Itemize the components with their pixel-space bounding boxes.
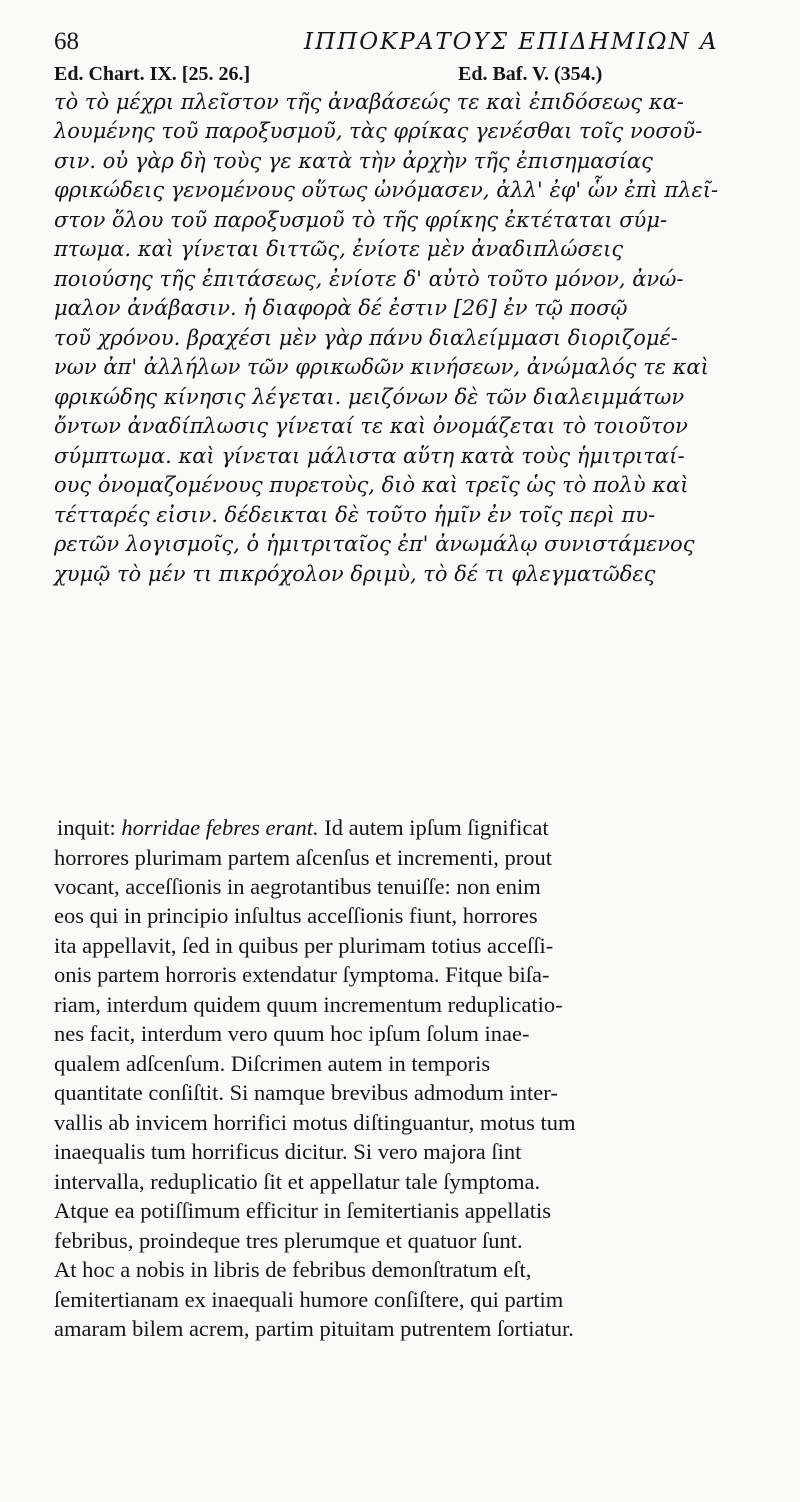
latin-line: quantitate conſiſtit. Si namque brevibus admodum inter- [54, 1080, 558, 1105]
greek-line: νων ἀπ' ἀλλήλων τῶν φρικωδῶν κινήσεων, ἀνώμαλός τε καὶ [54, 355, 709, 379]
greek-line: μαλον ἀνάβασιν. ἡ διαφορὰ δέ ἐστιν [26] ἐν τῷ ποσῷ [54, 296, 628, 320]
latin-line: horrores plurimam partem aſcenſus et incrementi, prout [54, 845, 552, 870]
lemma-italic: horridae febres erant. [121, 815, 319, 840]
greek-line: ους ὀνομαζομένους πυρετοὺς, διὸ καὶ τρεῖς ὡς τὸ πολὺ καὶ [54, 473, 689, 497]
latin-text-block [54, 813, 760, 1483]
running-head: ΙΠΠΟΚΡΑΤΟΥΣ ΕΠΙΔΗΜΙΩΝ Α [304, 29, 719, 55]
greek-line: ὄντων ἀναδίπλωσις γίνεταί τε καὶ ὀνομάζεται τὸ τοιοῦτον [54, 414, 688, 438]
greek-line: στον ὅλου τοῦ παροξυσμοῦ τὸ τῆς φρίκης ἐκτέταται σύμ- [54, 208, 668, 232]
latin-line: ita appellavit, ſed in quibus per plurimam totius acceſſi- [54, 933, 554, 958]
latin-line: inaequalis tum horrificus dicitur. Si vero majora ſint [54, 1139, 522, 1164]
greek-text-block [54, 87, 760, 797]
greek-line: τοῦ χρόνου. βραχέσι μὲν γὰρ πάνυ διαλείμμασι διοριζομέ- [54, 326, 678, 350]
greek-line: φρικώδης κίνησις λέγεται. μειζόνων δὲ τῶν διαλειμμάτων [54, 385, 685, 409]
latin-line: riam, interdum quidem quum incrementum reduplicatio- [54, 992, 563, 1017]
latin-line: febribus, proindeque tres plerumque et quatuor ſunt. [54, 1228, 523, 1253]
greek-line: σιν. οὐ γὰρ δὴ τοὺς γε κατὰ τὴν ἀρχὴν τῆς ἐπισημασίας [54, 149, 653, 173]
latin-first-rest: Id autem ipſum ſignificat [318, 815, 549, 840]
greek-line: σύμπτωμα. καὶ γίνεται μάλιστα αὕτη κατὰ τοὺς ἡμιτριταί- [54, 444, 685, 468]
greek-line: ποιούσης τῆς ἐπιτάσεως, ἐνίοτε δ' αὐτὸ τοῦτο μόνον, ἀνώ- [54, 267, 684, 291]
latin-line: eos qui in principio inſultus acceſſionis fiunt, horrores [54, 903, 538, 928]
latin-line: Atque ea potiſſimum efficitur in ſemitertianis appellatis [54, 1198, 551, 1223]
latin-lead-word: inquit: [57, 815, 122, 840]
latin-line: amaram bilem acrem, partim pituitam putrentem ſortiatur. [54, 1316, 574, 1341]
greek-line: τέτταρές εἰσιν. δέδεικται δὲ τοῦτο ἡμῖν ἐν τοῖς περὶ πυ- [54, 503, 656, 527]
page-number: 68 [54, 28, 79, 55]
latin-line: ſemitertianam ex inaequali humore conſiſtere, qui partim [54, 1287, 564, 1312]
latin-line: intervalla, reduplicatio ſit et appellatur tale ſymptoma. [54, 1169, 541, 1194]
edition-references [54, 60, 754, 88]
greek-line: ρετῶν λογισμοῖς, ὁ ἡμιτριταῖος ἐπ' ἀνωμάλῳ συνιστάμενος [54, 532, 695, 556]
latin-line: nes facit, interdum vero quum hoc ipſum ſolum inae- [54, 1021, 530, 1046]
edition-ref-chartier: Ed. Chart. IX. [25. 26.] [54, 63, 251, 85]
latin-line-first [57, 813, 549, 843]
latin-line: vocant, acceſſionis in aegrotantibus tenuiſſe: non enim [54, 874, 541, 899]
page-header [54, 22, 754, 62]
latin-line: At hoc a nobis in libris de febribus demonſtratum eſt, [54, 1257, 532, 1282]
greek-line: λουμένης τοῦ παροξυσμοῦ, τὰς φρίκας γενέσθαι τοῖς νοσοῦ- [54, 119, 703, 143]
greek-line: πτωμα. καὶ γίνεται διττῶς, ἐνίοτε μὲν ἀναδιπλώσεις [54, 237, 624, 261]
latin-line: onis partem horroris extendatur ſymptoma. Fitque biſa- [54, 962, 550, 987]
latin-line: qualem adſcenſum. Diſcrimen autem in temporis [54, 1051, 491, 1076]
greek-line: χυμῷ τὸ μέν τι πικρόχολον δριμὺ, τὸ δέ τι φλεγματῶδες [54, 562, 656, 586]
edition-ref-basel: Ed. Baf. V. (354.) [458, 63, 603, 85]
greek-line: τὸ τὸ μέχρι πλεῖστον τῆς ἀναβάσεώς τε καὶ ἐπιδόσεως κα- [54, 90, 684, 114]
greek-line: φρικώδεις γενομένους οὕτως ὠνόμασεν, ἀλλ' ἐφ' ὧν ἐπὶ πλεῖ- [54, 178, 719, 202]
latin-line: vallis ab invicem horrifici motus diſtinguantur, motus tum [54, 1110, 576, 1135]
